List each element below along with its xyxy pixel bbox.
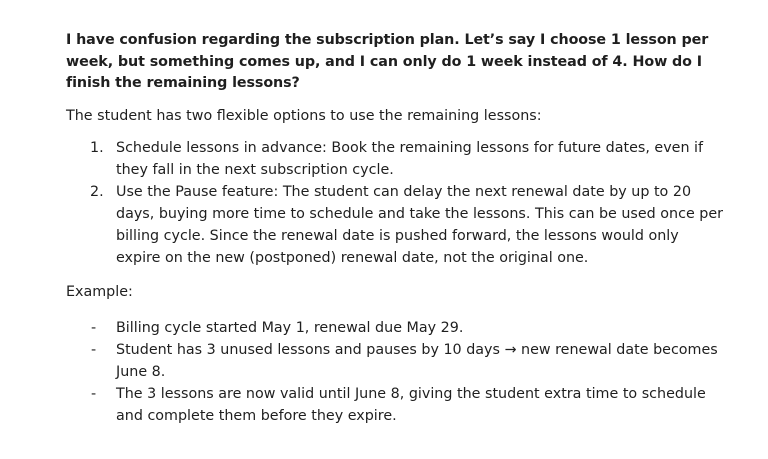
example-label: Example: bbox=[66, 284, 133, 300]
example-bullet: - bbox=[91, 319, 97, 336]
example-text: Billing cycle started May 1, renewal due May 29. bbox=[116, 319, 464, 336]
document-body bbox=[66, 30, 726, 427]
intro-paragraph: The student has two flexible options to use the remaining lessons: bbox=[66, 107, 542, 124]
option-item bbox=[66, 137, 726, 181]
option-text: Schedule lessons in advance: Book the remaining lessons for future dates, even if they fall in the next subscription cycle. bbox=[116, 140, 704, 178]
example-item bbox=[66, 383, 726, 427]
example-bullet: - bbox=[91, 385, 97, 402]
question-heading: I have confusion regarding the subscription plan. Let’s say I choose 1 lesson per week, but something comes up, and I can only do 1 week instead of 4. How do I finish the remaining lessons? bbox=[66, 32, 709, 91]
option-text: Use the Pause feature: The student can delay the next renewal date by up to 20 days, buying more time to schedule and take the lessons. This can be used once per billing cycle. Since the renewal date is pushed forward, the lessons would only expire on the new (postponed) renewal date, not the original one. bbox=[116, 184, 724, 266]
option-number: 2. bbox=[90, 184, 104, 200]
options-list bbox=[66, 137, 726, 269]
example-item bbox=[66, 339, 726, 383]
option-item bbox=[66, 181, 726, 269]
option-number: 1. bbox=[90, 140, 104, 156]
example-bullet: - bbox=[91, 341, 97, 358]
example-text: The 3 lessons are now valid until June 8, giving the student extra time to schedule and complete them before they expire. bbox=[116, 385, 706, 424]
examples-list bbox=[66, 317, 726, 427]
example-item bbox=[66, 317, 726, 339]
example-text: Student has 3 unused lessons and pauses by 10 days → new renewal date becomes June 8. bbox=[116, 341, 718, 380]
